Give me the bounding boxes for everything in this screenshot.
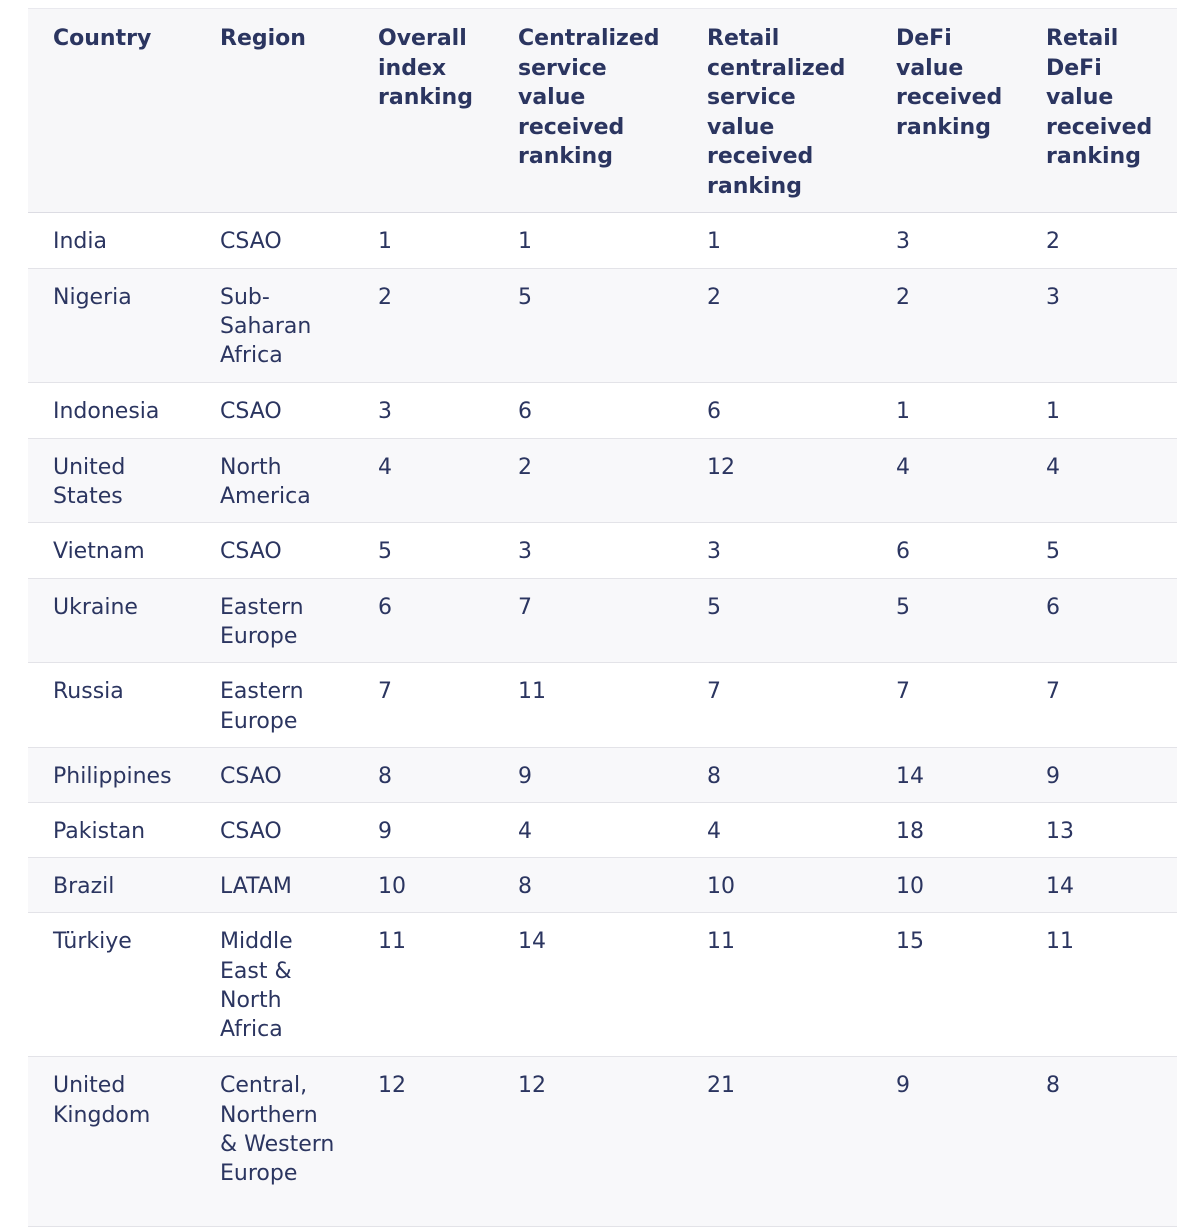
table-row [28, 438, 1177, 522]
cell-centralized-service-ranking: 6 [518, 398, 532, 424]
header-country: Country [53, 26, 152, 51]
cell-retail-defi-value-ranking: 4 [1046, 454, 1060, 480]
cell-defi-value-ranking: 4 [896, 454, 910, 480]
header-retail-defi-value-ranking: Retail DeFi value received ranking [1046, 26, 1153, 169]
cell-country: United States [53, 454, 126, 509]
table-row [28, 663, 1177, 747]
table-row [28, 858, 1177, 913]
cell-retail-centralized-service-ranking: 8 [707, 763, 721, 789]
cell-retail-centralized-service-ranking: 4 [707, 819, 721, 845]
cell-retail-centralized-service-ranking: 3 [707, 539, 721, 565]
cell-region: LATAM [220, 874, 292, 900]
cell-centralized-service-ranking: 9 [518, 763, 532, 789]
cell-retail-centralized-service-ranking: 5 [707, 595, 721, 621]
cell-centralized-service-ranking: 3 [518, 539, 532, 565]
cell-retail-defi-value-ranking: 1 [1046, 398, 1060, 424]
cell-centralized-service-ranking: 7 [518, 595, 532, 621]
cell-overall-index-ranking: 3 [378, 398, 392, 424]
cell-retail-centralized-service-ranking: 10 [707, 874, 735, 900]
cell-retail-defi-value-ranking: 6 [1046, 595, 1060, 621]
cell-region: CSAO [220, 539, 282, 565]
cell-centralized-service-ranking: 4 [518, 819, 532, 845]
header-retail-centralized-service-ranking: Retail centralized service value received ranking [707, 26, 846, 199]
cell-overall-index-ranking: 11 [378, 929, 406, 955]
cell-centralized-service-ranking: 1 [518, 229, 532, 254]
cell-country: Nigeria [53, 285, 132, 310]
cell-country: Brazil [53, 874, 115, 900]
table-row [28, 747, 1177, 802]
cell-defi-value-ranking: 2 [896, 285, 910, 310]
header-centralized-service-ranking: Centralized service value received ranking [518, 26, 660, 169]
cell-centralized-service-ranking: 12 [518, 1073, 546, 1099]
cell-retail-defi-value-ranking: 2 [1046, 229, 1060, 254]
cell-centralized-service-ranking: 2 [518, 454, 532, 480]
cell-country: United Kingdom [53, 1073, 151, 1128]
cell-defi-value-ranking: 5 [896, 595, 910, 621]
cell-country: Vietnam [53, 539, 145, 565]
cell-retail-centralized-service-ranking: 1 [707, 229, 721, 254]
table-row [28, 269, 1177, 383]
cell-retail-defi-value-ranking: 9 [1046, 763, 1060, 789]
cell-retail-centralized-service-ranking: 11 [707, 929, 735, 955]
cell-defi-value-ranking: 6 [896, 539, 910, 565]
cell-region: Sub-Saharan Africa [220, 285, 312, 369]
cell-retail-defi-value-ranking: 5 [1046, 539, 1060, 565]
cell-region: Eastern Europe [220, 595, 304, 650]
ranking-table-container [28, 8, 1177, 1227]
cell-country: Philippines [53, 763, 172, 789]
cell-defi-value-ranking: 3 [896, 229, 910, 254]
header-region: Region [220, 26, 306, 51]
cell-centralized-service-ranking: 14 [518, 929, 546, 955]
cell-region: CSAO [220, 398, 282, 424]
country-ranking-table [28, 8, 1177, 1227]
cell-centralized-service-ranking: 8 [518, 874, 532, 900]
cell-retail-centralized-service-ranking: 12 [707, 454, 735, 480]
cell-overall-index-ranking: 1 [378, 229, 392, 254]
cell-country: Ukraine [53, 595, 138, 621]
cell-region: CSAO [220, 819, 282, 845]
table-row [28, 213, 1177, 269]
cell-retail-defi-value-ranking: 11 [1046, 929, 1074, 955]
cell-retail-defi-value-ranking: 13 [1046, 819, 1074, 845]
cell-retail-centralized-service-ranking: 21 [707, 1073, 735, 1099]
cell-country: Indonesia [53, 398, 160, 424]
table-row [28, 382, 1177, 438]
cell-defi-value-ranking: 15 [896, 929, 924, 955]
cell-overall-index-ranking: 5 [378, 539, 392, 565]
cell-overall-index-ranking: 8 [378, 763, 392, 789]
cell-overall-index-ranking: 7 [378, 679, 392, 705]
cell-retail-centralized-service-ranking: 2 [707, 285, 721, 310]
cell-defi-value-ranking: 9 [896, 1073, 910, 1099]
cell-retail-centralized-service-ranking: 6 [707, 398, 721, 424]
cell-overall-index-ranking: 10 [378, 874, 406, 900]
cell-defi-value-ranking: 14 [896, 763, 924, 789]
cell-defi-value-ranking: 1 [896, 398, 910, 424]
cell-defi-value-ranking: 18 [896, 819, 924, 845]
cell-retail-defi-value-ranking: 3 [1046, 285, 1060, 310]
table-row [28, 579, 1177, 663]
cell-region: Middle East & North Africa [220, 929, 293, 1043]
table-header [28, 9, 1177, 213]
cell-defi-value-ranking: 10 [896, 874, 924, 900]
header-row [28, 9, 1177, 213]
cell-retail-defi-value-ranking: 14 [1046, 874, 1074, 900]
table-row [28, 913, 1177, 1057]
table-body [28, 213, 1177, 1227]
cell-region: Central, Northern & Western Europe [220, 1073, 335, 1187]
cell-overall-index-ranking: 12 [378, 1073, 406, 1099]
cell-country: Russia [53, 679, 124, 705]
cell-retail-centralized-service-ranking: 7 [707, 679, 721, 705]
cell-overall-index-ranking: 4 [378, 454, 392, 480]
cell-overall-index-ranking: 9 [378, 819, 392, 845]
cell-country: India [53, 229, 107, 254]
table-row [28, 1057, 1177, 1227]
cell-centralized-service-ranking: 5 [518, 285, 532, 310]
cell-retail-defi-value-ranking: 7 [1046, 679, 1060, 705]
table-row [28, 803, 1177, 858]
cell-country: Pakistan [53, 819, 146, 845]
cell-overall-index-ranking: 6 [378, 595, 392, 621]
cell-retail-defi-value-ranking: 8 [1046, 1073, 1060, 1099]
cell-region: CSAO [220, 763, 282, 789]
table-row [28, 523, 1177, 579]
cell-region: CSAO [220, 229, 282, 254]
header-defi-value-ranking: DeFi value received ranking [896, 26, 1003, 140]
cell-region: North America [220, 454, 311, 509]
cell-region: Eastern Europe [220, 679, 304, 734]
cell-country: Türkiye [53, 929, 132, 955]
header-overall-index-ranking: Overall index ranking [378, 26, 473, 110]
cell-defi-value-ranking: 7 [896, 679, 910, 705]
cell-centralized-service-ranking: 11 [518, 679, 546, 705]
cell-overall-index-ranking: 2 [378, 285, 392, 310]
